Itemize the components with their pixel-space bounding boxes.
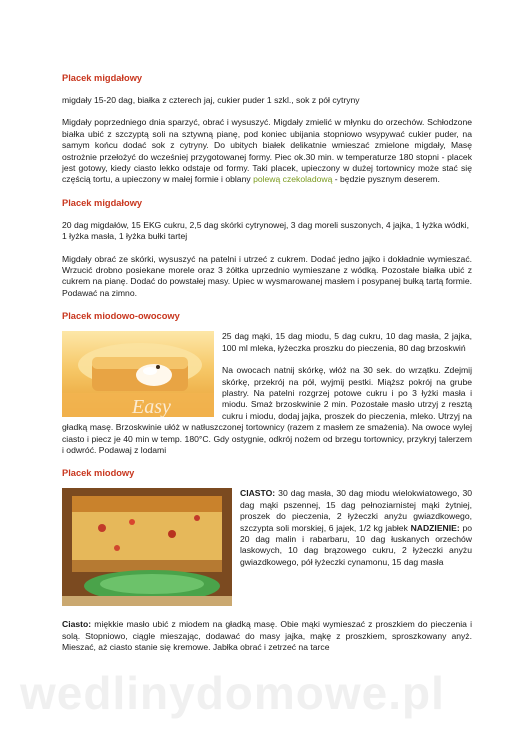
- recipe-method: Migdały obrać ze skórki, wysuszyć na patelni i utrzeć z cukrem. Dodać jedno jajko i dokładnie wymieszać. Wrzucić drobno posiekane morele oraz 3 żółtka uprzednio wymieszane z wódką. Pozostałe białka ubić z cukrem na pianę. Dodać do powstałej masy. Upiec w wysmarowanej masłem i posypanej bułką tartą formie. Podawać na zimno.: [62, 253, 472, 298]
- recipe-method: [62, 117, 472, 185]
- ciasto-label: CIASTO:: [240, 488, 276, 499]
- recipe-method: Na owocach natnij skórkę, włóż na 30 sek. do wrzątku. Zdejmij skórkę, przekrój na pół, wyjmij pestki. Miąższ pokrój na grube plastry. Na patelni rozgrzej potowe cukru i po 3 łyżki masła i miodu. Smaż brzoskwinie 2 min. Pozostałe masło utrzyj z resztą cukru i miodu, dodaj jajka, proszek do pieczenia, mleko. Utrzyj na gładką masę. Brzoskwinie ułóż w natłuszczonej tortownicy (razem z masłem ze smażenia). Na owoce wylej ciasto i piecz je 40 min w temp. 180°C. Gdy ostygnie, odkrój nożem od brzegu tortownicy, przykryj talerzem i odwróć. Podawaj z lodami: [62, 365, 472, 455]
- watermark: wedlinydomowe.pl: [20, 667, 445, 719]
- method-text: Migdały poprzedniego dnia sparzyć, obrać i wysuszyć. Migdały zmielić w młynku do orzechów. Schłodzone białka ubić z szczyptą soli na sztywną pianę, pod koniec ubijania stopniowo wsypywać cukier puder, na samym końcu dodać sok z cytryny. Do ubitych białek delikatnie wmieszać zmielone migdały, Masę ostrożnie przełożyć do wcześniej przygotowanej formy. Piec ok.30 min. w temperaturze 180 stopni - placek jest gotowy, kiedy ciasto lekko odstaje od formy. Taki placek, upieczony w dużej tortownicy może stać się częścią tortu, a upieczony w małej formie i oblany: [62, 117, 472, 185]
- recipe-title: Placek miodowo-owocowy: [62, 311, 180, 322]
- recipe-method: [62, 619, 472, 653]
- recipe-ingredients: migdały 15-20 dag, białka z czterech jaj, cukier puder 1 szkl., sok z pół cytryny: [62, 95, 360, 105]
- recipe-title: Placek migdałowy: [62, 73, 143, 83]
- recipe-ingredients: 20 dag migdałów, 15 EKG cukru, 2,5 dag skórki cytrynowej, 3 dag moreli suszonych, 4 jajka, 1 łyżka wódki, 1 łyżka masła, 1 łyżka bułki tartej: [62, 219, 469, 242]
- recipes-content: [62, 72, 472, 654]
- method-text-end: - będzie pysznym deserem.: [332, 174, 440, 185]
- method-text: miękkie masło ubić z miodem na gładką masę. Obie mąki wymieszać z proszkiem do pieczenia i solą. Stopniowo, ciągle mieszając, dodawać do masy jajka, mąkę z proszkiem, sproszkowany anyż. Mieszać, aż ciasto stanie się kremowe. Jabłka obrać i zetrzeć na tarce: [62, 619, 472, 653]
- recipe-title: Placek migdałowy: [62, 197, 143, 208]
- honey-cake-photo: [62, 488, 232, 606]
- peach-cake-photo: [62, 331, 214, 417]
- photo-caption: Easy: [132, 396, 171, 418]
- ciasto-ingredients: 30 dag masła, 30 dag miodu wielokwiatowego, 30 dag mąki pszennej, 15 dag pełnoziarnistej mąki żytniej, proszek do pieczenia, 2 łyżeczki anyżu gwiazdkowego, szczypta soli morskiej, 6 jajek, 1/2 kg jabłek: [240, 488, 472, 533]
- method-label: Ciasto:: [62, 619, 92, 630]
- chocolate-glaze-link[interactable]: polewą czekoladową: [253, 174, 333, 185]
- recipe-title: Placek miodowy: [62, 468, 135, 479]
- nadzienie-label: NADZIENIE:: [410, 522, 460, 533]
- recipe-ingredients: 25 dag mąki, 15 dag miodu, 5 dag cukru, 10 dag masła, 2 jajka, 100 ml mleka, łyżeczka proszku do pieczenia, 80 dag brzoskwiń: [222, 331, 472, 353]
- nadzienie-ingredients: po 20 dag malin i rabarbaru, 10 dag łuskanych orzechów laskowych, 10 dag brązowego cukru, 2 łyżeczki anyżu gwiazdkowego, pół łyżeczki cynamonu, 15 dag masła: [240, 522, 473, 567]
